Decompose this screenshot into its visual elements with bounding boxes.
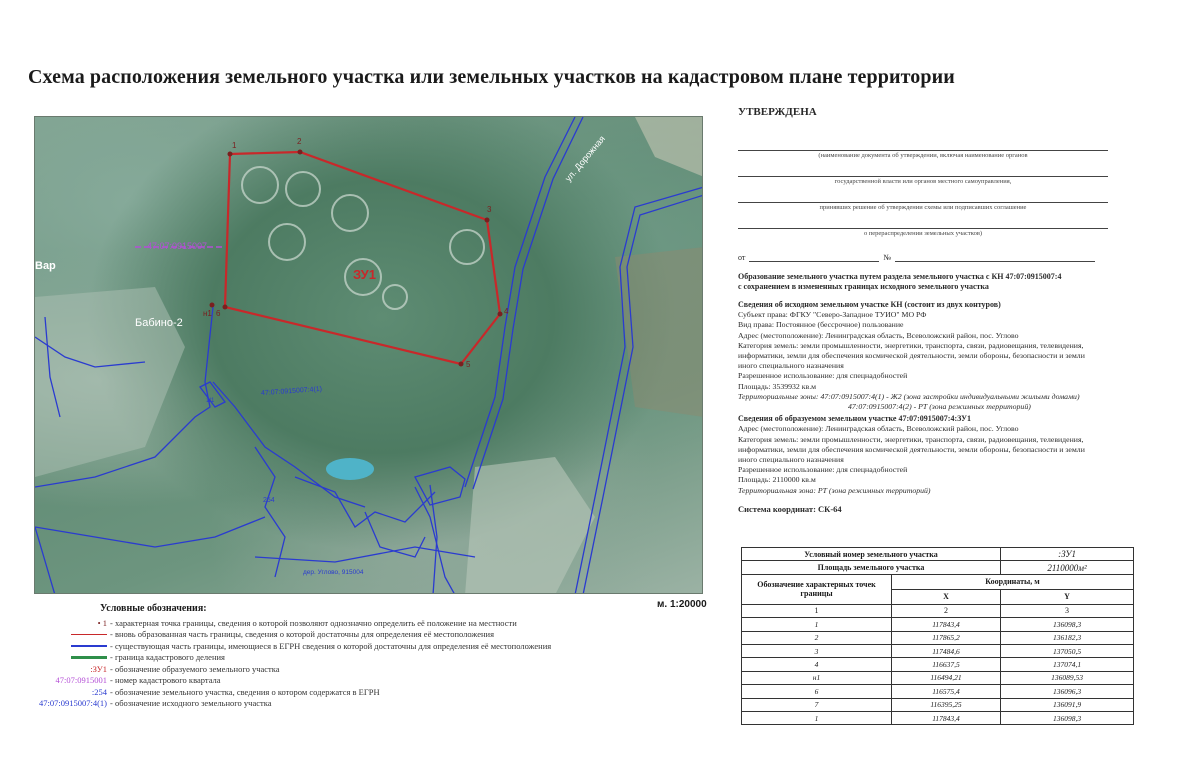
- approval-panel: [738, 106, 1158, 514]
- legend-symbol: 47:07:0915007:4(1): [39, 698, 107, 709]
- new-zone-line: Территориальная зона: РТ (зона режимных территорий): [738, 485, 931, 495]
- source-line: Разрешенное использование: для спецнадобностей: [738, 371, 908, 381]
- legend-item: [30, 675, 630, 687]
- table-row: [742, 698, 1134, 711]
- source-line: Категория земель: земли промышленности, энергетики, транспорта, связи, радиовещания, телевидения,: [738, 340, 1084, 350]
- new-line: информатики, земли для обеспечения космической деятельности, земли обороны, безопасности и земли: [738, 444, 1085, 454]
- left-edge-label: Вар: [35, 260, 56, 272]
- field-area: [35, 287, 185, 477]
- y-cell: 136098,3: [1001, 618, 1134, 631]
- table-row: [742, 618, 1134, 631]
- area-label-cell: Площадь земельного участка: [742, 561, 1001, 574]
- approval-rule: [738, 202, 1108, 203]
- legend-item: [30, 686, 630, 698]
- legend-symbol: [30, 656, 110, 659]
- number-blank: [895, 252, 1095, 262]
- small-parcel-label: 1/1: [206, 398, 215, 404]
- legend-text: - обозначение исходного земельного участка: [110, 698, 272, 709]
- legend-symbol: :254: [91, 686, 107, 697]
- source-line: Адрес (местоположение): Ленинградская область, Всеволожский район, пос. Углово: [738, 330, 1019, 340]
- formation-line-1: Образование земельного участка путем раздела земельного участка с КН 47:07:0915007:4: [738, 272, 1062, 281]
- legend-text: - обозначение земельного участка, сведения о котором содержатся в ЕГРН: [110, 686, 380, 697]
- new-line: Площадь: 2110000 кв.м: [738, 475, 816, 485]
- x-cell: 116637,5: [892, 658, 1001, 671]
- date-number-line: [738, 242, 1158, 262]
- table-row: [742, 561, 1134, 574]
- legend-text: - существующая часть границы, имеющиеся в ЕГРН сведения о которой достаточны для определения её местоположения: [110, 640, 552, 651]
- legend-item: [30, 663, 630, 675]
- table-row: [742, 604, 1134, 617]
- approval-caption: государственной власти или органов местного самоуправления,: [834, 178, 1012, 185]
- green-line-swatch: [71, 656, 107, 659]
- formation-note: [738, 272, 1158, 292]
- num-254-label: 254: [263, 497, 275, 504]
- legend-item: [30, 629, 630, 641]
- area-value-cell: 2110000м²: [1001, 561, 1134, 574]
- coords-header-cell: Координаты, м: [892, 574, 1134, 589]
- new-parcel-info: [738, 414, 1158, 496]
- legend-text: - номер кадастрового квартала: [110, 675, 221, 686]
- index-cell: 2: [892, 604, 1001, 617]
- legend-symbol: • 1: [97, 617, 107, 628]
- point-label-1: 1: [232, 141, 237, 150]
- point-cell: 4: [742, 658, 892, 671]
- source-header: Сведения об исходном земельном участке КН (состоит из двух контуров): [738, 300, 1001, 309]
- source-line: Площадь: 3539932 кв.м: [738, 381, 817, 391]
- coordinates-table: [741, 547, 1134, 725]
- point-label-n1: н1: [203, 309, 212, 318]
- legend-symbol: [30, 645, 110, 647]
- legend-item: [30, 617, 630, 629]
- table-row: [742, 685, 1134, 698]
- source-line: Вид права: Постоянное (бессрочное) пользование: [738, 320, 904, 330]
- source-parcel-info: [738, 300, 1158, 412]
- date-prefix: от: [738, 253, 746, 262]
- x-cell: 116395,25: [892, 698, 1001, 711]
- table-row: [742, 574, 1134, 589]
- approval-line: [738, 138, 1158, 164]
- source-line: Субъект права: ФГКУ "Северо-Западное ТУИО" МО РФ: [738, 310, 927, 320]
- babino-label: Бабино-2: [135, 317, 183, 329]
- point-cell: 3: [742, 644, 892, 657]
- zu1-label: ЗУ1: [353, 267, 376, 282]
- y-cell: 136091,9: [1001, 698, 1134, 711]
- approved-heading: УТВЕРЖДЕНА: [738, 106, 817, 118]
- approval-line: [738, 190, 1158, 216]
- table-row: [742, 631, 1134, 644]
- legend-symbol: [30, 634, 110, 636]
- new-line: Категория земель: земли промышленности, энергетики, транспорта, связи, радиовещания, телевидения,: [738, 434, 1084, 444]
- new-line: иного специального назначения: [738, 455, 844, 465]
- legend-text: - граница кадастрового деления: [110, 652, 225, 663]
- x-cell: 117843,4: [892, 711, 1001, 724]
- approval-rule: [738, 176, 1108, 177]
- legend-symbol: 47:07:0915001: [55, 675, 107, 686]
- legend-symbol: :ЗУ1: [90, 663, 107, 674]
- point-cell: 1: [742, 711, 892, 724]
- y-cell: 137074,1: [1001, 658, 1134, 671]
- legend-item: [30, 652, 630, 664]
- field-area: [465, 457, 595, 594]
- x-cell: 117865,2: [892, 631, 1001, 644]
- source-zone-line: Территориальные зоны: 47:07:0915007:4(1) - Ж2 (зона застройки индивидуальными жилыми домами): [738, 391, 1080, 401]
- boundary-points: [210, 150, 503, 367]
- approval-caption: о перераспределении земельных участков): [863, 230, 983, 237]
- point-label-5: 5: [466, 360, 471, 369]
- map-scale: м. 1:20000: [657, 599, 707, 610]
- parcel-value-cell: :ЗУ1: [1001, 548, 1134, 561]
- point-label-6: 6: [216, 309, 221, 318]
- legend-item: [30, 640, 630, 652]
- approval-caption: (наименование документа об утверждении, включая наименование органов: [818, 152, 1028, 159]
- table-row: [742, 548, 1134, 561]
- new-line: Разрешенное использование: для спецнадобностей: [738, 465, 908, 475]
- table-row: [742, 644, 1134, 657]
- y-cell: 136182,3: [1001, 631, 1134, 644]
- point-label-2: 2: [297, 137, 302, 146]
- point-cell: 7: [742, 698, 892, 711]
- page-title: Схема расположения земельного участка или земельных участков на кадастровом плане территории: [28, 66, 955, 88]
- y-cell: 136089,53: [1001, 671, 1134, 684]
- y-cell: 136098,3: [1001, 711, 1134, 724]
- bottom-addr-label: дер. Углово, 915004: [303, 569, 364, 576]
- source-line: иного специального назначения: [738, 361, 844, 371]
- index-cell: 1: [742, 604, 892, 617]
- point-cell: 2: [742, 631, 892, 644]
- y-cell: 136096,3: [1001, 685, 1134, 698]
- kvartal-label: 47:07:0915007: [147, 241, 208, 251]
- approval-rule: [738, 228, 1108, 229]
- x-cell: 117843,4: [892, 618, 1001, 631]
- legend-text: - вновь образованная часть границы, сведения о которой достаточны для определения её местоположения: [110, 629, 494, 640]
- y-header-cell: Y: [1001, 589, 1134, 604]
- point-label-4: 4: [504, 307, 509, 316]
- table-row: [742, 658, 1134, 671]
- number-prefix: №: [883, 253, 892, 262]
- x-cell: 117484,6: [892, 644, 1001, 657]
- lake: [326, 458, 374, 480]
- approval-rule: [738, 150, 1108, 151]
- date-blank: [749, 252, 879, 262]
- point-cell: 1: [742, 618, 892, 631]
- field-area: [635, 117, 703, 177]
- legend-text: - обозначение образуемого земельного участка: [110, 663, 280, 674]
- point-cell: н1: [742, 671, 892, 684]
- legend-item: [30, 698, 630, 710]
- red-line-swatch: [71, 634, 107, 636]
- legend: [30, 603, 630, 709]
- source-line: информатики, земли для обеспечения космической деятельности, земли обороны, безопасности и земли: [738, 351, 1085, 361]
- circular-clearings: [242, 167, 484, 309]
- parcel-label-cell: Условный номер земельного участка: [742, 548, 1001, 561]
- parcel-blue-label: 47:07:0915007:4(1): [260, 385, 323, 398]
- blue-line-swatch: [71, 645, 107, 647]
- x-cell: 116575,4: [892, 685, 1001, 698]
- new-header: Сведения об образуемом земельном участке 47:07:0915007:4:ЗУ1: [738, 414, 972, 424]
- legend-text: - характерная точка границы, сведения о которой позволяют однозначно определить её положение на местности: [110, 617, 517, 628]
- point-label-3: 3: [487, 205, 492, 214]
- table-row: [742, 711, 1134, 724]
- x-header-cell: X: [892, 589, 1001, 604]
- field-area: [615, 247, 703, 417]
- source-zone-line: 47:07:0915007:4(2) - РТ (зона режимных территорий): [848, 402, 1031, 412]
- new-line: Адрес (местоположение): Ленинградская область, Всеволожский район, пос. Углово: [738, 424, 1019, 434]
- coordinate-system: Система координат: СК-64: [738, 503, 842, 514]
- road-label: ул. Дорожная: [563, 133, 608, 184]
- parcel-boundary: [225, 152, 500, 364]
- approval-caption: принявших решение об утверждении схемы или подписавших соглашение: [819, 204, 1027, 211]
- index-cell: 3: [1001, 604, 1134, 617]
- map-graphics: [35, 117, 703, 594]
- point-cell: 6: [742, 685, 892, 698]
- table-row: [742, 671, 1134, 684]
- formation-line-2: с сохранением в измененных границах исходного земельного участка: [738, 282, 989, 291]
- legend-title: Условные обозначения:: [100, 603, 207, 614]
- approval-line: [738, 216, 1158, 242]
- y-cell: 137050,5: [1001, 644, 1134, 657]
- point-header-cell: Обозначение характерных точек границы: [742, 574, 892, 604]
- cadastral-map: [34, 116, 703, 594]
- approval-line: [738, 164, 1158, 190]
- x-cell: 116494,21: [892, 671, 1001, 684]
